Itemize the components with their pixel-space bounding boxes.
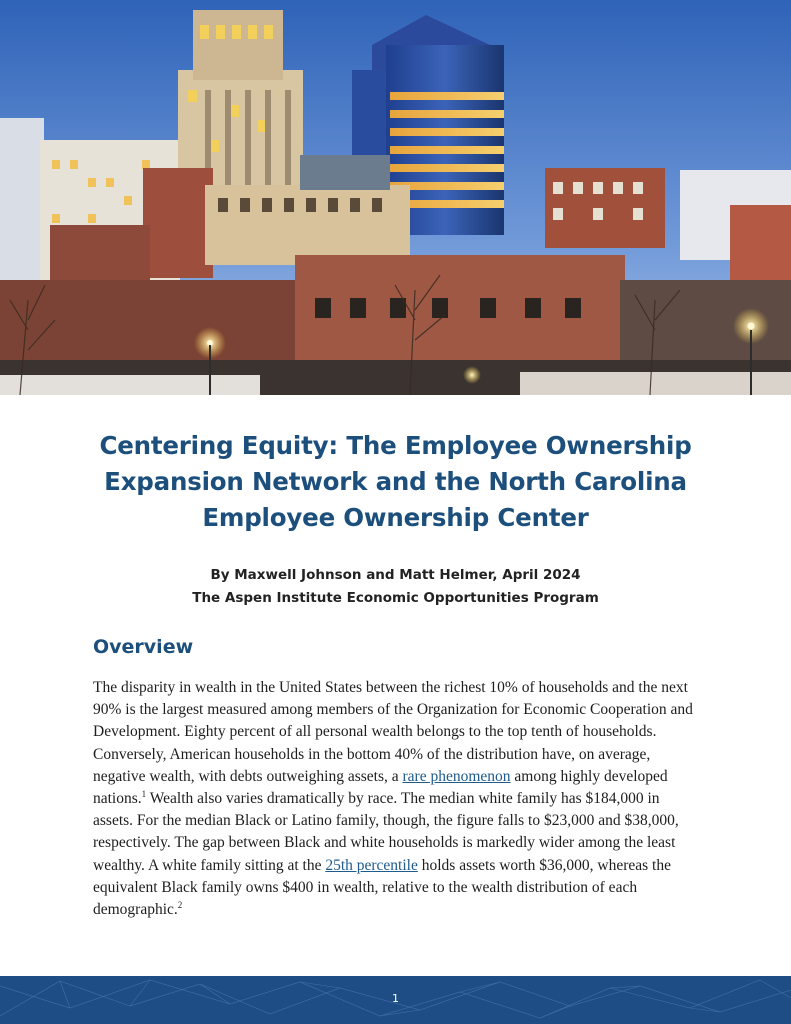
footnote-ref-1[interactable]: 1 — [141, 788, 147, 799]
overview-paragraph — [93, 677, 703, 921]
title-line-1: Centering Equity: The Employee Ownership — [99, 431, 692, 460]
page-number: 1 — [392, 992, 399, 1005]
title-line-3: Employee Ownership Center — [202, 503, 589, 532]
rare-phenomenon-link[interactable]: rare phenomenon — [402, 767, 511, 785]
byline-authors: By Maxwell Johnson and Matt Helmer, April 2024 — [210, 567, 581, 583]
byline — [60, 564, 731, 610]
25th-percentile-link[interactable]: 25th percentile — [325, 856, 418, 874]
page-title — [60, 428, 731, 536]
overview-text-3: Wealth also varies dramatically by race. The median white family has $184,000 in assets. For the median Black or Latino family, though, the figure falls to $23,000 and $38,000, respectively. The gap between Black and white households is markedly wider among the least wealthy. A white family sitting at the — [93, 790, 679, 874]
overview-text-2: among highly developed nations. — [93, 767, 668, 808]
overview-text-1: The disparity in wealth in the United States between the richest 10% of households and the next 90% is the largest measured among members of the Organization for Economic Cooperation and Development. Eighty percent of all personal wealth belongs to the top tenth of households. Conversely, American households in the bottom 40% of the distribution have, on average, negative wealth, with debts outweighing assets, a — [93, 679, 693, 785]
footer-band — [0, 976, 791, 1024]
title-line-2: Expansion Network and the North Carolina — [104, 467, 687, 496]
byline-organization: The Aspen Institute Economic Opportunities Program — [192, 590, 599, 606]
footnote-ref-2[interactable]: 2 — [177, 899, 183, 910]
overview-heading: Overview — [93, 636, 194, 658]
overview-text-4: holds assets worth $36,000, whereas the equivalent Black family owns $400 in wealth, relative to the wealth distribution of each demographic. — [93, 856, 671, 919]
hero-image — [0, 0, 791, 395]
